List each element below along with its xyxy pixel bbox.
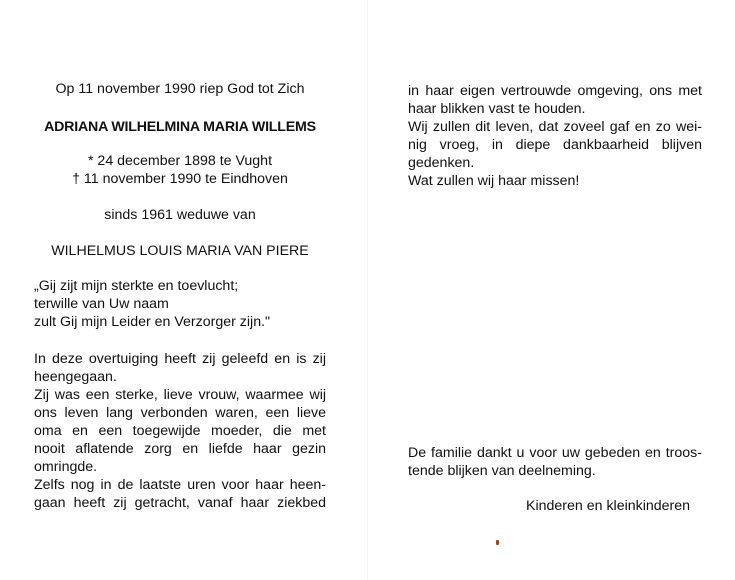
widow-line: sinds 1961 weduwe van xyxy=(104,207,256,223)
quote-line: terwille van Uw naam xyxy=(34,296,169,312)
quote-line: zult Gij mijn Leider en Verzorger zijn." xyxy=(34,314,271,330)
paragraph-line: heengegaan. xyxy=(34,369,117,385)
paragraph-line: Zelfs nog in de laatste uren voor haar heen- xyxy=(34,477,326,493)
signature: Kinderen en kleinkinderen xyxy=(526,498,691,514)
paragraph-line: nig vroeg, in diepe dankbaarheid blijven xyxy=(408,137,702,153)
paragraph-line: Zij was een sterke, lieve vrouw, waarmee wij xyxy=(34,387,326,403)
thanks-line: tende blijken van deelneming. xyxy=(408,463,596,479)
ink-speck xyxy=(496,540,499,545)
birth-line: * 24 december 1898 te Vught xyxy=(87,153,273,169)
paragraph-line: In deze overtuiging heeft zij geleefd en is zij xyxy=(34,351,326,367)
deceased-name: ADRIANA WILHELMINA MARIA WILLEMS xyxy=(44,119,316,135)
paragraph-line: haar blikken vast te houden. xyxy=(408,101,586,117)
paragraph-line: gedenken. xyxy=(408,155,475,171)
paragraph-line: in haar eigen vertrouwde omgeving, ons met xyxy=(408,83,702,99)
quote-line: „Gij zijt mijn sterkte en toevlucht; xyxy=(34,278,239,294)
paragraph-line: Wat zullen wij haar missen! xyxy=(408,173,580,189)
intro-line: Op 11 november 1990 riep God tot Zich xyxy=(55,81,305,97)
death-line: † 11 november 1990 te Eindhoven xyxy=(72,171,288,187)
paragraph-line: nooit aflatende zorg en liefde haar gezin xyxy=(34,441,326,457)
paragraph-line: gaan heeft zij getracht, vanaf haar ziekbed xyxy=(34,495,326,511)
spouse-name: WILHELMUS LOUIS MARIA VAN PIERE xyxy=(51,243,309,259)
paragraph-line: omringde. xyxy=(34,459,98,475)
fold-line xyxy=(367,0,368,580)
paragraph-line: ons leven lang verbonden waren, een lieve xyxy=(34,405,326,421)
paragraph-line: Wij zullen dit leven, dat zoveel gaf en zo wei- xyxy=(408,119,702,135)
thanks-line: De familie dankt u voor uw gebeden en troos- xyxy=(408,445,702,461)
paragraph-line: oma en een toegewijde moeder, die met xyxy=(34,423,326,439)
